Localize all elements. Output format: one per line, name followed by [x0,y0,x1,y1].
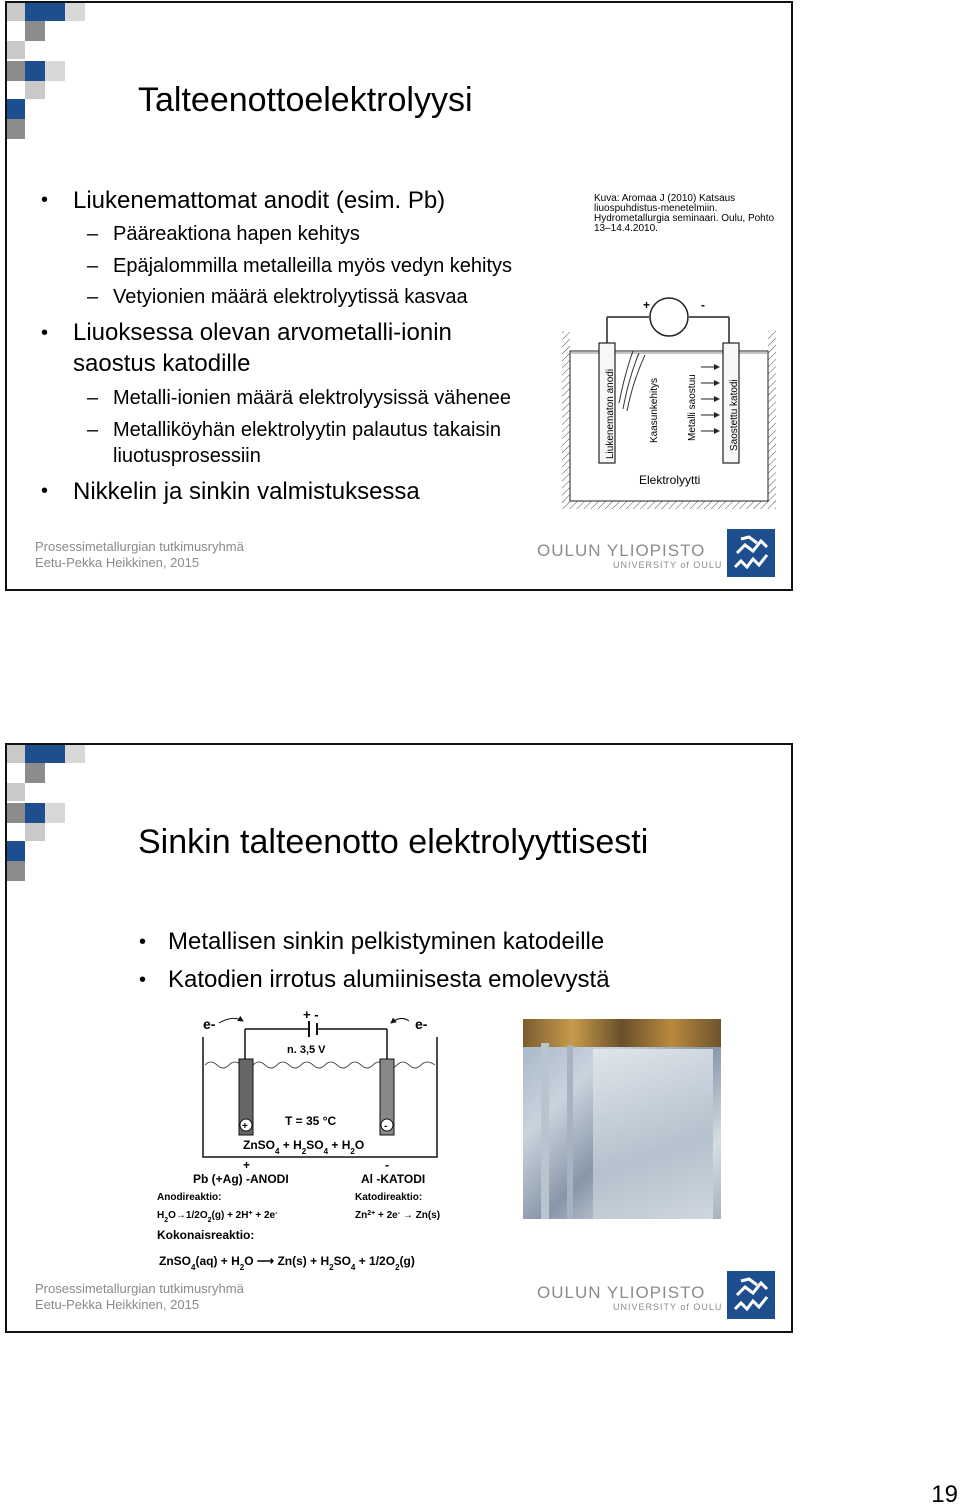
cathode-reaction-title: Katodireaktio: [355,1192,423,1203]
bullet-text-continued: saostus katodille [73,350,251,377]
logo-subtitle: UNIVERSITY of OULU [613,560,723,570]
deco-square [7,41,25,59]
deco-square [25,81,45,99]
deco-square [45,61,65,81]
page-number: 19 [931,1481,958,1508]
deco-square [7,803,25,823]
diagram-label: Kaasunkehitys [649,377,660,443]
slide-title: Sinkin talteenotto elektrolyyttisesti [138,823,649,861]
photo-detail [567,1045,573,1219]
footer-group: Prosessimetallurgian tutkimusryhmä [35,539,244,554]
figure-caption [594,194,774,234]
cathode-sign: - [385,1158,389,1172]
bullet-text: Katodien irrotus alumiinisesta emolevystä [168,966,610,993]
bullet-text: Liuoksessa olevan arvometalli-ionin [73,319,452,346]
deco-square [7,745,25,763]
deco-square [7,783,25,801]
caption-line: 13–14.4.2010. [594,223,658,234]
anode-reaction: $H_2O\to 1/2O_2(g) + 2H^+ + 2e^-$ [157,1209,278,1224]
dash-marker: – [87,255,99,277]
caption-line: liuospuhdistus-menetelmiin. [594,203,718,214]
polarity: + - [303,1007,319,1022]
cathode-reaction: $Zn^{2+} + 2e^- \to Zn(s)$ [355,1209,441,1221]
dash-marker: – [87,387,99,409]
university-logo [537,542,722,570]
cathode-label: Al -KATODI [361,1172,426,1186]
deco-square [25,21,45,41]
deco-square [7,99,25,119]
deco-square [7,119,25,139]
photo-detail [541,1043,549,1219]
university-logo [537,1284,722,1312]
bullet-dot: • [41,189,49,211]
bullet-dot: • [41,322,49,344]
deco-square [45,3,65,21]
dash-marker: – [87,419,99,441]
cathode-photo [523,1019,721,1219]
bullet-dot: • [139,931,147,953]
bullet-text: Nikkelin ja sinkin valmistuksessa [73,478,420,505]
footer-author: Eetu-Pekka Heikkinen, 2015 [35,555,200,570]
footer-author: Eetu-Pekka Heikkinen, 2015 [35,1297,200,1312]
deco-square [25,3,45,21]
deco-square [65,3,85,21]
caption-line: Kuva: Aromaa J (2010) Katsaus [594,193,736,204]
university-seal-icon [727,529,775,577]
photo-detail [593,1049,713,1219]
subbullet-text: Vetyionien määrä elektrolyytissä kasvaa [113,286,468,308]
deco-square [45,803,65,823]
subbullet-text: Pääreaktiona hapen kehitys [113,223,360,245]
subbullet-text: Metalliköyhän elektrolyytin palautus takaisin [113,419,501,441]
caption-line: Hydrometallurgia seminaari. Oulu, Pohto [594,213,775,224]
subbullet-text: Epäjalommilla metalleilla myös vedyn kehitys [113,255,513,277]
slide-footer [35,1281,244,1313]
total-reaction: ZnSO$_4$(aq) + $H_2O$ ⟶ $Zn(s) + H_2SO_4 + 1/2O_2(g)$ [159,1254,415,1272]
diagram-label: Metalli saostuu [687,374,698,441]
deco-square [25,803,45,823]
temperature-label: T = 35 °C [285,1114,337,1128]
diagram-label: Saostettu katodi [729,379,740,451]
bullet-text: Liukenemattomat anodit (esim. Pb) [73,187,446,214]
slide-2 [5,743,793,1333]
deco-square [7,861,25,881]
anode-label: Pb (+Ag) -ANODI [193,1172,289,1186]
logo-title: OULUN YLIOPISTO [537,1283,706,1302]
electrowinning-diagram [559,293,779,515]
voltage-label: n. 3,5 V [287,1044,326,1056]
anode-reaction-title: Anodireaktio: [157,1192,222,1203]
bullet-text: Metallisen sinkin pelkistyminen katodeille [168,928,605,955]
university-seal-icon [727,1271,775,1319]
deco-square [45,745,65,763]
deco-square [25,763,45,783]
dash-marker: – [87,223,99,245]
deco-square [7,841,25,861]
svg-text:-: - [384,1121,388,1132]
deco-square [7,61,25,81]
deco-square [65,745,85,763]
diagram-label: Liukenematon anodi [605,368,616,459]
dash-marker: – [87,286,99,308]
electron-right: e- [415,1016,428,1032]
zinc-cell-diagram [147,1007,537,1277]
subbullet-text-continued: liuotusprosessiin [113,445,261,467]
deco-square [25,745,45,763]
electrolyte-label: ZnSO$_4$ + $H_2SO_4 + H_2O$ [243,1138,365,1156]
deco-square [25,61,45,81]
logo-title: OULUN YLIOPISTO [537,541,706,560]
minus-sign: - [701,298,705,312]
logo-subtitle: UNIVERSITY of OULU [613,1302,723,1312]
plus-sign: + [643,298,651,312]
svg-text:+: + [242,1121,248,1132]
diagram-bottom-label: Elektrolyytti [639,473,701,487]
slide-footer [35,539,244,571]
deco-square [7,3,25,21]
footer-group: Prosessimetallurgian tutkimusryhmä [35,1281,244,1296]
deco-square [25,823,45,841]
subbullet-text: Metalli-ionien määrä elektrolyysissä vähenee [113,387,511,409]
electron-left: e- [203,1016,216,1032]
bullet-dot: • [139,969,147,991]
power-source-icon [650,298,688,336]
slide-1 [5,1,793,591]
bullet-dot: • [41,480,49,502]
slide-title: Talteenottoelektrolyysi [138,81,473,119]
total-reaction-title: Kokonaisreaktio: [157,1228,255,1242]
photo-detail [523,1019,721,1047]
anode-sign: + [243,1158,251,1172]
